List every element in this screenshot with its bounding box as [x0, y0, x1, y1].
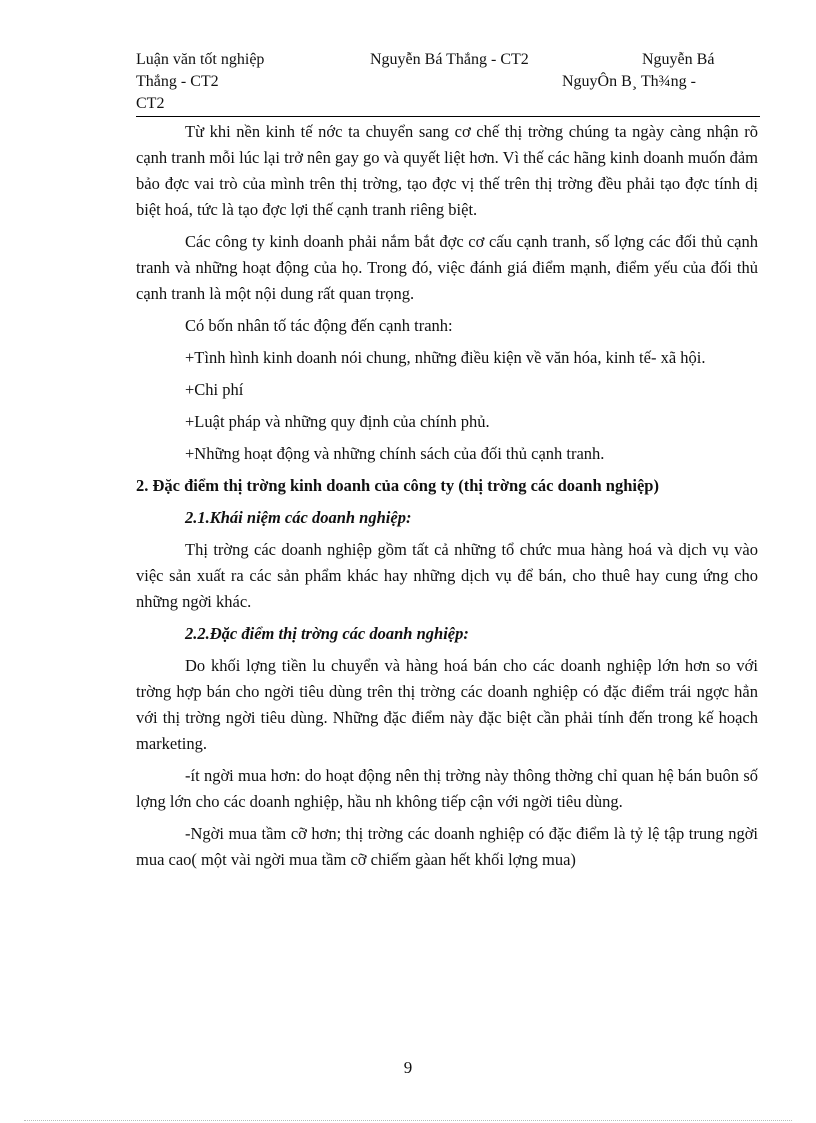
header-author-part2: Thắng - CT2 — [136, 73, 219, 90]
subsection-heading: 2.1.Khái niệm các doanh nghiệp: — [185, 508, 412, 527]
paragraph: Các công ty kinh doanh phải nắm bắt đợc cơ cấu cạnh tranh, số lợng các đối thủ cạnh tranh và những hoạt động của họ. Trong đó, việc đánh giá điểm mạnh, điểm yếu của đối thủ cạnh tranh là một nội dung rất quan trọng. — [136, 232, 758, 303]
header-author-part1: Nguyễn Bá — [642, 51, 715, 68]
header-class: CT2 — [136, 95, 165, 112]
header-garbled-author: NguyÔn B¸ Th¾ng - — [562, 73, 696, 90]
page-header — [136, 50, 760, 116]
section-heading: 2. Đặc điểm thị trờng kinh doanh của công ty (thị trờng các doanh nghiệp) — [136, 476, 659, 495]
document-body — [136, 119, 758, 879]
paragraph: Thị trờng các doanh nghiệp gồm tất cả những tổ chức mua hàng hoá và dịch vụ vào việc sản xuất ra các sản phẩm khác hay những dịch vụ để bán, cho thuê hay cung ứng cho những ngời khác. — [136, 540, 758, 611]
subsection-heading: 2.2.Đặc điểm thị trờng các doanh nghiệp: — [185, 624, 469, 643]
paragraph: -ít ngời mua hơn: do hoạt động nên thị trờng này thông thờng chỉ quan hệ bán buôn số lợng lớn cho các doanh nghiệp, hầu nh không tiếp cận với ngời tiêu dùng. — [136, 766, 758, 811]
list-item: +Luật pháp và những quy định của chính phủ. — [185, 412, 490, 431]
paragraph: Từ khi nền kinh tế nớc ta chuyển sang cơ chế thị trờng chúng ta ngày càng nhận rõ cạnh tranh mỗi lúc lại trở nên gay go và quyết liệt hơn. Vì thế các hãng kinh doanh muốn đảm bảo đợc vai trò của mình trên thị trờng, tạo đợc vị thế trên thị trờng đều phải tạo đợc tính dị biệt hoá, tức là tạo đợc lợi thế cạnh tranh riêng biệt. — [136, 122, 758, 219]
paragraph: Có bốn nhân tố tác động đến cạnh tranh: — [185, 316, 453, 335]
page-bottom-border — [24, 1120, 792, 1121]
header-thesis-label: Luận văn tốt nghiệp — [136, 51, 265, 68]
header-author: Nguyễn Bá Thắng - CT2 — [370, 51, 529, 68]
list-item: +Chi phí — [185, 380, 244, 399]
list-item: +Những hoạt động và những chính sách của đối thủ cạnh tranh. — [185, 444, 605, 463]
list-item: +Tình hình kinh doanh nói chung, những điều kiện về văn hóa, kinh tế- xã hội. — [185, 348, 706, 367]
paragraph: -Ngời mua tầm cỡ hơn; thị trờng các doanh nghiệp có đặc điểm là tỷ lệ tập trung ngời mua cao( một vài ngời mua tầm cỡ chiếm gàan hết khối lợng mua) — [136, 824, 758, 869]
paragraph: Do khối lợng tiền lu chuyển và hàng hoá bán cho các doanh nghiệp lớn hơn so với trờng hợp bán cho ngời tiêu dùng trên thị trờng các doanh nghiệp có đặc điểm trái ngợc hẳn với thị trờng ngời tiêu dùng. Những đặc điểm này đặc biệt cần phải tính đến trong kế hoạch marketing. — [136, 656, 758, 753]
header-rule — [136, 116, 760, 117]
page-number: 9 — [403, 1058, 413, 1077]
